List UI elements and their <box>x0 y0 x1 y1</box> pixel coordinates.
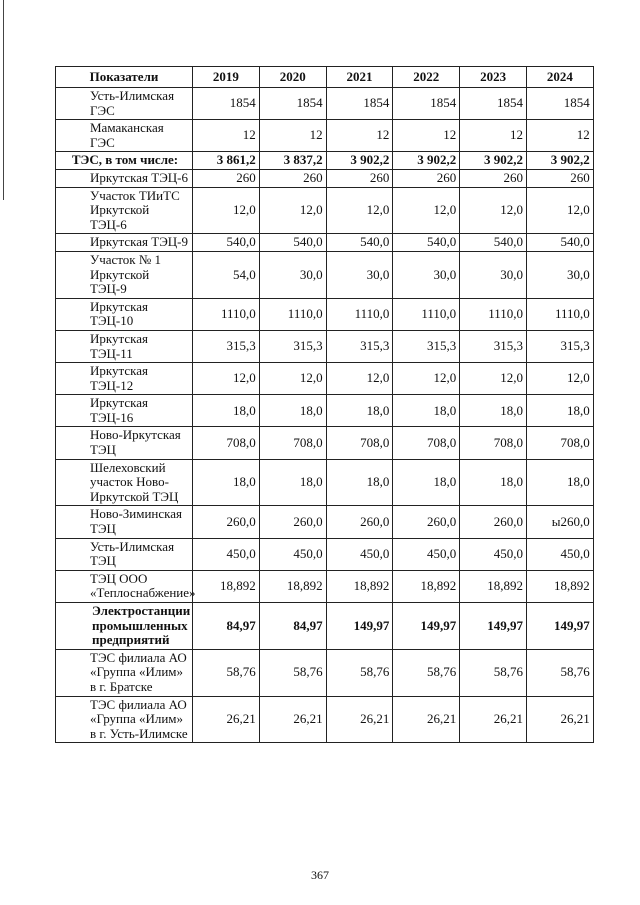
table-body <box>56 88 594 743</box>
row-value-cell: 58,76 <box>393 649 460 696</box>
row-value-cell: 12,0 <box>526 363 593 395</box>
row-value-cell: 1110,0 <box>259 298 326 330</box>
table-header-row <box>56 67 594 88</box>
row-value-cell: 260,0 <box>460 506 527 538</box>
row-value-cell: 1110,0 <box>193 298 260 330</box>
row-value-cell: 708,0 <box>193 427 260 459</box>
row-value-cell: 260 <box>326 169 393 187</box>
row-value-cell: 149,97 <box>460 603 527 650</box>
row-value-cell: 12 <box>326 120 393 152</box>
row-value-cell: 12,0 <box>526 187 593 234</box>
row-value-cell: 18,892 <box>326 570 393 602</box>
row-value-cell: 315,3 <box>193 330 260 362</box>
row-value-cell: 540,0 <box>526 234 593 252</box>
row-value-cell: 1854 <box>393 88 460 120</box>
table-row <box>56 506 594 538</box>
row-value-cell: 3 837,2 <box>259 152 326 170</box>
row-value-cell: 708,0 <box>326 427 393 459</box>
row-value-cell: 30,0 <box>393 251 460 298</box>
table-row <box>56 649 594 696</box>
row-value-cell: 1110,0 <box>326 298 393 330</box>
table-row <box>56 120 594 152</box>
row-value-cell: 450,0 <box>460 538 527 570</box>
row-value-cell: 12,0 <box>393 187 460 234</box>
row-value-cell: 18,892 <box>259 570 326 602</box>
page-number: 367 <box>311 868 329 882</box>
row-indicator-name: Электростанции промышленных предприятий <box>56 603 193 650</box>
row-value-cell: 1854 <box>193 88 260 120</box>
row-value-cell: 18,892 <box>460 570 527 602</box>
row-value-cell: 1854 <box>460 88 527 120</box>
table-row <box>56 330 594 362</box>
row-indicator-name: Ново-Иркутская ТЭЦ <box>56 427 193 459</box>
row-value-cell: 18,0 <box>259 459 326 506</box>
row-value-cell: 315,3 <box>326 330 393 362</box>
row-value-cell: 18,0 <box>393 395 460 427</box>
table-row <box>56 152 594 170</box>
row-value-cell: 30,0 <box>326 251 393 298</box>
row-value-cell: 18,892 <box>393 570 460 602</box>
row-value-cell: 540,0 <box>193 234 260 252</box>
row-value-cell: 18,0 <box>460 459 527 506</box>
row-value-cell: 18,0 <box>526 395 593 427</box>
row-value-cell: 12,0 <box>259 187 326 234</box>
row-value-cell: 1854 <box>326 88 393 120</box>
table-row <box>56 88 594 120</box>
header-year: 2024 <box>526 67 593 88</box>
row-indicator-name: Шелеховский участок Ново-Иркутской ТЭЦ <box>56 459 193 506</box>
row-value-cell: 708,0 <box>259 427 326 459</box>
capacity-table-container <box>55 66 593 743</box>
row-value-cell: 18,892 <box>526 570 593 602</box>
row-value-cell: 12,0 <box>460 363 527 395</box>
row-value-cell: 540,0 <box>326 234 393 252</box>
row-value-cell: 58,76 <box>193 649 260 696</box>
row-value-cell: 450,0 <box>326 538 393 570</box>
row-value-cell: 18,0 <box>193 459 260 506</box>
header-indicators: Показатели <box>56 67 193 88</box>
table-row <box>56 570 594 602</box>
row-value-cell: 84,97 <box>259 603 326 650</box>
header-year: 2020 <box>259 67 326 88</box>
row-value-cell: 708,0 <box>526 427 593 459</box>
row-value-cell: 12,0 <box>460 187 527 234</box>
row-value-cell: 260 <box>526 169 593 187</box>
header-year: 2019 <box>193 67 260 88</box>
row-indicator-name: Иркутская ТЭЦ-6 <box>56 169 193 187</box>
row-value-cell: 58,76 <box>526 649 593 696</box>
row-value-cell: 18,0 <box>326 395 393 427</box>
row-value-cell: 315,3 <box>393 330 460 362</box>
row-indicator-name: Иркутская ТЭЦ-12 <box>56 363 193 395</box>
row-value-cell: 149,97 <box>526 603 593 650</box>
row-value-cell: 84,97 <box>193 603 260 650</box>
row-value-cell: 260 <box>460 169 527 187</box>
row-value-cell: 12 <box>460 120 527 152</box>
row-value-cell: 12 <box>259 120 326 152</box>
table-row <box>56 427 594 459</box>
row-indicator-name: Участок ТИиТС Иркутской ТЭЦ-6 <box>56 187 193 234</box>
table-row <box>56 395 594 427</box>
row-value-cell: 12 <box>393 120 460 152</box>
row-value-cell: 1854 <box>259 88 326 120</box>
scan-edge-line <box>3 0 4 200</box>
row-value-cell: 12 <box>193 120 260 152</box>
row-indicator-name: Участок № 1 Иркутской ТЭЦ-9 <box>56 251 193 298</box>
row-value-cell: 540,0 <box>393 234 460 252</box>
row-value-cell: 260 <box>193 169 260 187</box>
row-value-cell: 12,0 <box>326 363 393 395</box>
row-value-cell: 58,76 <box>259 649 326 696</box>
row-value-cell: 450,0 <box>526 538 593 570</box>
row-value-cell: 18,0 <box>193 395 260 427</box>
row-value-cell: 26,21 <box>326 696 393 743</box>
row-indicator-name: ТЭС, в том числе: <box>56 152 193 170</box>
row-value-cell: 26,21 <box>259 696 326 743</box>
row-indicator-name: Усть-Илимская ТЭЦ <box>56 538 193 570</box>
row-value-cell: 315,3 <box>259 330 326 362</box>
row-value-cell: 540,0 <box>460 234 527 252</box>
row-value-cell: 12,0 <box>193 363 260 395</box>
header-year: 2021 <box>326 67 393 88</box>
row-value-cell: 12 <box>526 120 593 152</box>
row-value-cell: 12,0 <box>326 187 393 234</box>
row-value-cell: 260 <box>259 169 326 187</box>
row-indicator-name: ТЭС филиала АО «Группа «Илим» в г. Братске <box>56 649 193 696</box>
row-value-cell: 450,0 <box>193 538 260 570</box>
row-value-cell: 3 902,2 <box>393 152 460 170</box>
row-value-cell: 18,892 <box>193 570 260 602</box>
row-value-cell: 26,21 <box>393 696 460 743</box>
row-value-cell: 260,0 <box>326 506 393 538</box>
row-value-cell: 30,0 <box>526 251 593 298</box>
row-indicator-name: Мамаканская ГЭС <box>56 120 193 152</box>
row-value-cell: 3 861,2 <box>193 152 260 170</box>
row-value-cell: 1854 <box>526 88 593 120</box>
row-indicator-name: Иркутская ТЭЦ-11 <box>56 330 193 362</box>
row-value-cell: 260,0 <box>393 506 460 538</box>
table-row <box>56 459 594 506</box>
row-value-cell: 708,0 <box>460 427 527 459</box>
row-indicator-name: Иркутская ТЭЦ-9 <box>56 234 193 252</box>
table-row <box>56 169 594 187</box>
table-row <box>56 538 594 570</box>
row-value-cell: 149,97 <box>326 603 393 650</box>
row-value-cell: 1110,0 <box>393 298 460 330</box>
row-value-cell: 12,0 <box>259 363 326 395</box>
row-value-cell: 708,0 <box>393 427 460 459</box>
row-value-cell: 315,3 <box>526 330 593 362</box>
row-indicator-name: ТЭС филиала АО «Группа «Илим» в г. Усть-Илимске <box>56 696 193 743</box>
table-row <box>56 251 594 298</box>
row-value-cell: 18,0 <box>326 459 393 506</box>
row-value-cell: 18,0 <box>526 459 593 506</box>
row-indicator-name: Иркутская ТЭЦ-10 <box>56 298 193 330</box>
row-indicator-name: Ново-Зиминская ТЭЦ <box>56 506 193 538</box>
row-value-cell: 149,97 <box>393 603 460 650</box>
row-value-cell: 3 902,2 <box>460 152 527 170</box>
row-indicator-name: Усть-Илимская ГЭС <box>56 88 193 120</box>
row-value-cell: 26,21 <box>526 696 593 743</box>
row-value-cell: 260,0 <box>259 506 326 538</box>
row-value-cell: 26,21 <box>460 696 527 743</box>
row-value-cell: 260,0 <box>193 506 260 538</box>
row-value-cell: 540,0 <box>259 234 326 252</box>
row-value-cell: 58,76 <box>326 649 393 696</box>
row-value-cell: 3 902,2 <box>326 152 393 170</box>
row-value-cell: 1110,0 <box>460 298 527 330</box>
row-value-cell: ы260,0 <box>526 506 593 538</box>
row-value-cell: 18,0 <box>393 459 460 506</box>
row-value-cell: 260 <box>393 169 460 187</box>
row-value-cell: 315,3 <box>460 330 527 362</box>
table-row <box>56 234 594 252</box>
table-row <box>56 363 594 395</box>
row-value-cell: 30,0 <box>259 251 326 298</box>
row-value-cell: 450,0 <box>259 538 326 570</box>
row-value-cell: 18,0 <box>460 395 527 427</box>
row-value-cell: 26,21 <box>193 696 260 743</box>
row-value-cell: 12,0 <box>393 363 460 395</box>
row-indicator-name: Иркутская ТЭЦ-16 <box>56 395 193 427</box>
row-value-cell: 54,0 <box>193 251 260 298</box>
header-year: 2023 <box>460 67 527 88</box>
row-value-cell: 1110,0 <box>526 298 593 330</box>
table-row <box>56 187 594 234</box>
row-value-cell: 58,76 <box>460 649 527 696</box>
table-row <box>56 603 594 650</box>
capacity-table <box>55 66 594 743</box>
row-value-cell: 12,0 <box>193 187 260 234</box>
table-row <box>56 298 594 330</box>
row-value-cell: 3 902,2 <box>526 152 593 170</box>
row-value-cell: 30,0 <box>460 251 527 298</box>
row-indicator-name: ТЭЦ ООО «Теплоснабжение» <box>56 570 193 602</box>
row-value-cell: 450,0 <box>393 538 460 570</box>
row-value-cell: 18,0 <box>259 395 326 427</box>
header-year: 2022 <box>393 67 460 88</box>
table-row <box>56 696 594 743</box>
